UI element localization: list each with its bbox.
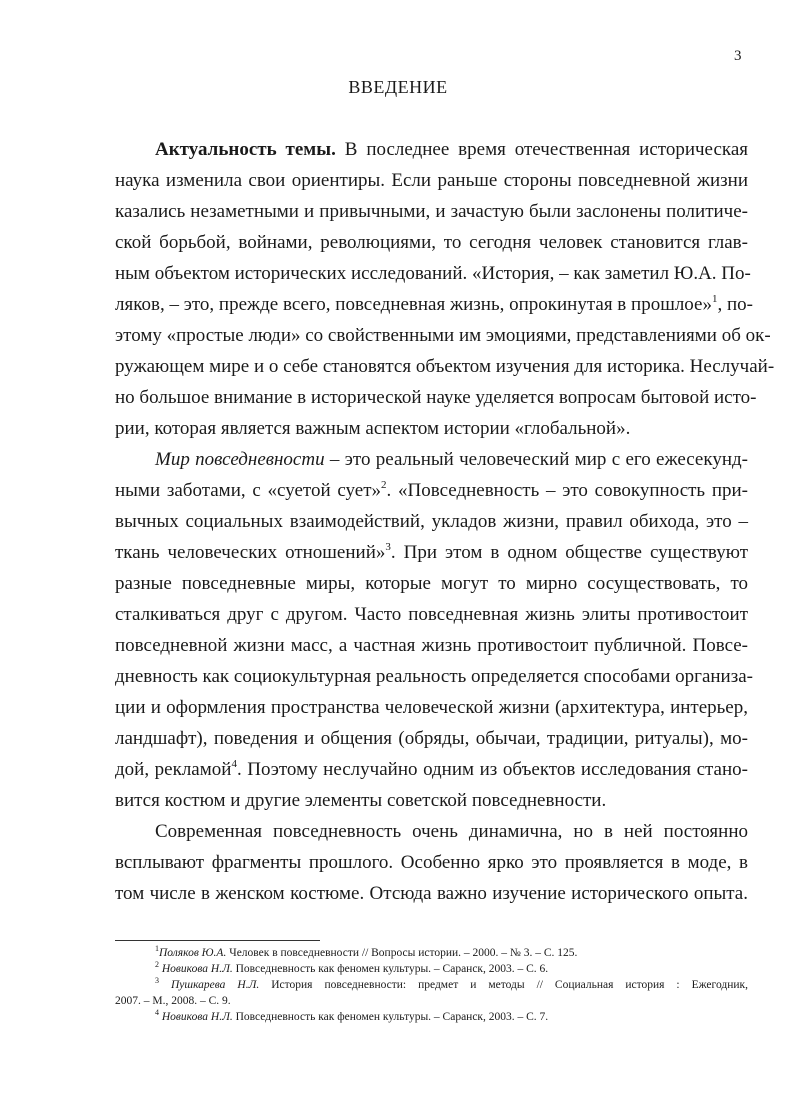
text-line: но большое внимание в исторической науке уделяется вопросам бытовой исто- <box>115 387 757 408</box>
text-line: ской борьбой, войнами, революциями, то сегодня человек становится глав- <box>115 232 748 253</box>
text-line: ружающем мире и о себе становятся объектом изучения для историка. Неслучай- <box>115 356 775 377</box>
text-line: ным объектом исторических исследований. «История, – как заметил Ю.А. По- <box>115 263 751 284</box>
text-line: казались незаметными и привычными, и зачастую были заслонены политиче- <box>115 201 748 222</box>
page-number: 3 <box>734 48 742 64</box>
text-line: дой, рекламой$^4$. Поэтому неслучайно одним из объектов исследования стано- <box>115 758 748 780</box>
text-line: Актуальность темы. В последнее время отечественная историческая <box>155 139 748 160</box>
text-line: ляков, – это, прежде всего, повседневная жизнь, опрокинутая в прошлое»$^1$, по- <box>115 293 753 315</box>
footnote: $^2$ Новикова Н.Л. Повседневность как феномен культуры. – Саранск, 2003. – С. 6. <box>155 960 549 975</box>
section-heading: Актуальность темы. <box>155 139 336 160</box>
footnote: $^4$ Новикова Н.Л. Повседневность как феномен культуры. – Саранск, 2003. – С. 7. <box>155 1008 549 1023</box>
text-line: наука изменила свои ориентиры. Если раньше стороны повседневной жизни <box>115 170 748 191</box>
text-line: этому «простые люди» со свойственными им эмоциями, представлениями об ок- <box>115 325 771 346</box>
term: Мир повседневности <box>155 449 325 470</box>
footnote-divider <box>115 940 320 941</box>
footnote: $^1$Поляков Ю.А. Человек в повседневности // Вопросы истории. – 2000. – № 3. – С. 125. <box>155 944 578 959</box>
text-line: ции и оформления пространства человеческой жизни (архитектура, интерьер, <box>115 697 748 718</box>
page-title: ВВЕДЕНИЕ <box>348 77 448 97</box>
text-line: ными заботами, с «суетой сует»$^2$. «Повседневность – это совокупность при- <box>115 479 748 501</box>
text-line: повседневной жизни масс, а частная жизнь противостоит публичной. Повсе- <box>115 635 748 656</box>
footnote-ref[interactable]: 2 <box>381 479 387 491</box>
text-line: сталкиваться друг с другом. Часто повседневная жизнь элиты противостоит <box>115 604 748 625</box>
text-line: Мир повседневности – это реальный человеческий мир с его ежесекунд- <box>155 449 748 470</box>
footnote-ref[interactable]: 3 <box>385 541 391 553</box>
text-line: вится костюм и другие элементы советской повседневности. <box>115 790 607 811</box>
text-line: Современная повседневность очень динамична, но в ней постоянно <box>155 821 748 842</box>
footnote-ref[interactable]: 4 <box>231 758 237 770</box>
text-line: ткань человеческих отношений»$^3$. При этом в одном обществе существуют <box>115 541 749 563</box>
text-line: ландшафт), поведения и общения (обряды, обычаи, традиции, ритуалы), мо- <box>115 728 748 749</box>
text-line: вычных социальных взаимодействий, укладов жизни, правил обихода, это – <box>115 511 748 532</box>
text-line: рии, которая является важным аспектом истории «глобальной». <box>115 418 631 439</box>
footnote-continuation: 2007. – М., 2008. – С. 9. <box>115 995 231 1007</box>
footnote-ref[interactable]: 1 <box>711 293 718 305</box>
main-text <box>115 134 775 909</box>
text-line: дневность как социокультурная реальность определяется способами организа- <box>115 666 753 687</box>
text-line: том числе в женском костюме. Отсюда важно изучение исторического опыта. <box>115 883 748 904</box>
text-line: разные повседневные миры, которые могут то мирно сосуществовать, то <box>115 573 748 594</box>
footnote: $^3$ Пушкарева Н.Л. История повседневности: предмет и методы // Социальная история : Ежегодник, <box>155 976 749 991</box>
text-line: всплывают фрагменты прошлого. Особенно ярко это проявляется в моде, в <box>115 852 748 873</box>
footnotes <box>115 945 748 1025</box>
